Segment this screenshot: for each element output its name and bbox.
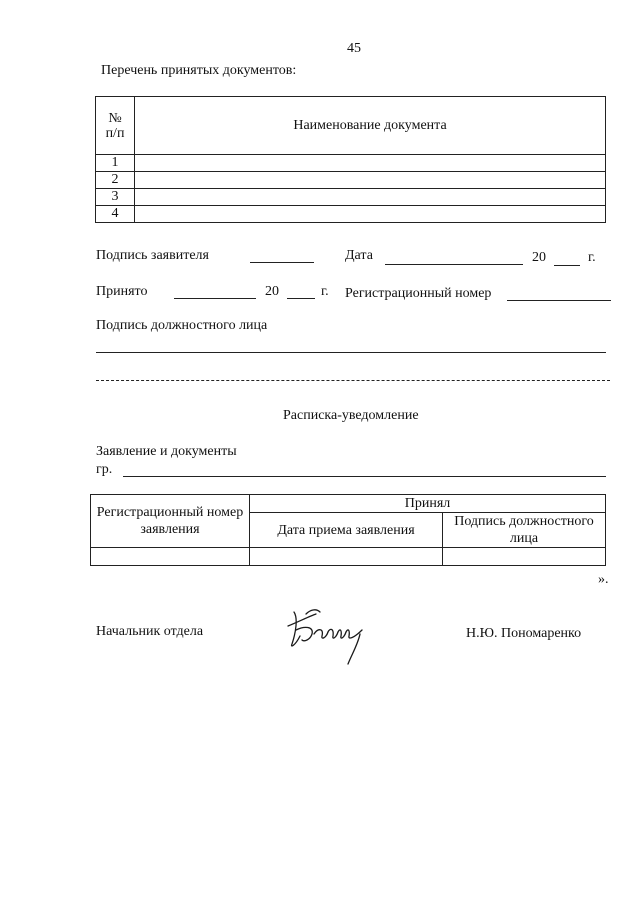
- receipt-title: Расписка-уведомление: [283, 408, 419, 423]
- official-signature-label: Подпись должностного лица: [96, 318, 268, 333]
- docs-list-title: Перечень принятых документов:: [101, 63, 297, 78]
- official-signature-field[interactable]: [96, 352, 606, 353]
- column-header-accepted: Принял: [250, 495, 606, 513]
- receipt-table: [90, 494, 606, 566]
- accepted-year-suffix: г.: [321, 284, 329, 299]
- year-prefix: 20: [532, 250, 546, 265]
- cut-line: [96, 380, 610, 381]
- reg-number-field[interactable]: [507, 300, 611, 301]
- applicant-signature-label: Подпись заявителя: [96, 248, 209, 263]
- table-row: [96, 172, 606, 189]
- column-header-signature: Подпись должностного лица: [443, 513, 606, 548]
- document-name-cell: [135, 189, 606, 206]
- row-number: 3: [96, 189, 135, 206]
- column-header-document-name: Наименование документа: [135, 97, 606, 155]
- row-number: 1: [96, 155, 135, 172]
- reg-number-cell: [91, 548, 250, 566]
- column-header-date: Дата приема заявления: [250, 513, 443, 548]
- row-number: 2: [96, 172, 135, 189]
- accepted-year-field[interactable]: [287, 298, 315, 299]
- signature-cell: [443, 548, 606, 566]
- date-field[interactable]: [385, 264, 523, 265]
- table-row: [96, 189, 606, 206]
- document-name-cell: [135, 172, 606, 189]
- accepted-year-prefix: 20: [265, 284, 279, 299]
- column-header-number: № п/п: [96, 97, 135, 155]
- accepted-date-field[interactable]: [174, 298, 256, 299]
- official-name: Н.Ю. Пономаренко: [466, 626, 582, 641]
- column-header-reg-number: Регистрационный номер заявления: [91, 495, 250, 548]
- position-title: Начальник отдела: [96, 624, 204, 639]
- reg-number-label: Регистрационный номер: [345, 286, 492, 301]
- document-name-cell: [135, 206, 606, 223]
- year-suffix: г.: [588, 250, 596, 265]
- closing-quote: ».: [598, 572, 609, 587]
- receipt-statement-line2: гр.: [96, 462, 113, 477]
- accepted-label: Принято: [96, 284, 148, 299]
- table-row: [96, 206, 606, 223]
- table-row: [96, 155, 606, 172]
- applicant-signature-field[interactable]: [250, 262, 314, 263]
- document-name-cell: [135, 155, 606, 172]
- table-row: [91, 548, 606, 566]
- documents-table: [95, 96, 606, 223]
- row-number: 4: [96, 206, 135, 223]
- applicant-name-field[interactable]: [123, 476, 606, 477]
- date-label: Дата: [345, 248, 373, 263]
- date-cell: [250, 548, 443, 566]
- year-field[interactable]: [554, 265, 580, 266]
- page-number: 45: [347, 41, 361, 56]
- receipt-statement-line1: Заявление и документы: [96, 444, 237, 459]
- handwritten-signature: [286, 604, 372, 668]
